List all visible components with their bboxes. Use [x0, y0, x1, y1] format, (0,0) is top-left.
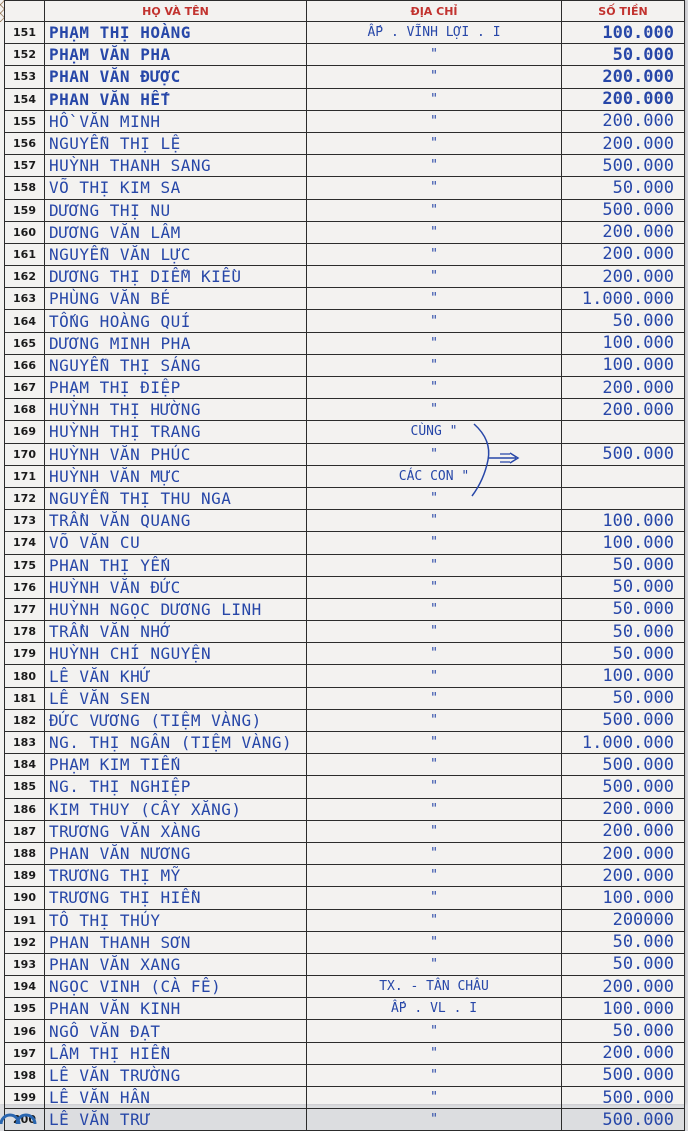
row-amount: 500.000: [562, 754, 685, 776]
row-address: ẤP . VĨNH LỢI . I: [307, 22, 562, 44]
row-index: 197: [5, 1042, 45, 1064]
row-amount: 50.000: [562, 931, 685, 953]
row-name: NGUYỄN THỊ LỆ: [45, 132, 307, 154]
row-index: 170: [5, 443, 45, 465]
row-index: 199: [5, 1087, 45, 1109]
row-amount: 100.000: [562, 332, 685, 354]
row-amount: 200.000: [562, 865, 685, 887]
row-address: CÙNG ": [307, 421, 562, 443]
table-row: [5, 421, 685, 443]
table-row: [5, 44, 685, 66]
row-amount: 200.000: [562, 66, 685, 88]
table-row: [5, 266, 685, 288]
row-name: HUỲNH CHÍ NGUYỆN: [45, 643, 307, 665]
row-address: ": [307, 288, 562, 310]
row-amount: 200.000: [562, 110, 685, 132]
row-name: TỐNG HOÀNG QUÍ: [45, 310, 307, 332]
row-amount: 200.000: [562, 976, 685, 998]
row-index: 189: [5, 865, 45, 887]
table-row: [5, 377, 685, 399]
table-row: [5, 598, 685, 620]
row-index: 161: [5, 243, 45, 265]
row-index: 155: [5, 110, 45, 132]
row-amount: 50.000: [562, 554, 685, 576]
row-name: LÊ VĂN TRƯỜNG: [45, 1064, 307, 1086]
row-amount: 50.000: [562, 621, 685, 643]
row-address: TX. - TÂN CHÂU: [307, 976, 562, 998]
row-name: TRƯƠNG THỊ MỸ: [45, 865, 307, 887]
row-index: 187: [5, 820, 45, 842]
row-name: PHAN VĂN KINH: [45, 998, 307, 1020]
row-index: 182: [5, 709, 45, 731]
table-row: [5, 1087, 685, 1109]
row-name: NGUYỄN VĂN LỰC: [45, 243, 307, 265]
row-name: PHẠM KIM TIẾN: [45, 754, 307, 776]
row-address: ": [307, 354, 562, 376]
row-amount: 200.000: [562, 266, 685, 288]
row-name: DƯƠNG MINH PHA: [45, 332, 307, 354]
row-name: DƯƠNG THỊ DIỄM KIỀU: [45, 266, 307, 288]
row-name: HUỲNH THANH SANG: [45, 155, 307, 177]
row-address: ": [307, 576, 562, 598]
row-name: PHẠM VĂN PHA: [45, 44, 307, 66]
row-amount: 200000: [562, 909, 685, 931]
row-name: HUỲNH NGỌC DƯƠNG LINH: [45, 598, 307, 620]
row-address: ": [307, 155, 562, 177]
row-amount: 500.000: [562, 1087, 685, 1109]
row-index: 176: [5, 576, 45, 598]
row-amount: 200.000: [562, 1042, 685, 1064]
row-index: 175: [5, 554, 45, 576]
row-address: ": [307, 909, 562, 931]
row-address: ": [307, 88, 562, 110]
table-row: [5, 155, 685, 177]
row-amount: 100.000: [562, 22, 685, 44]
row-name: HỒ VĂN MINH: [45, 110, 307, 132]
header-name: HỌ VÀ TÊN: [45, 1, 307, 22]
table-row: [5, 1042, 685, 1064]
table-row: [5, 998, 685, 1020]
row-address: ": [307, 754, 562, 776]
row-name: HUỲNH THỊ HƯỜNG: [45, 399, 307, 421]
row-amount: 50.000: [562, 643, 685, 665]
table-row: [5, 687, 685, 709]
row-index: 200: [5, 1109, 45, 1131]
row-address: ": [307, 66, 562, 88]
row-name: HUỲNH VĂN PHÚC: [45, 443, 307, 465]
row-amount: [562, 421, 685, 443]
row-name: PHAN VĂN ĐƯỢC: [45, 66, 307, 88]
row-name: KIM THUY (CÂY XĂNG): [45, 798, 307, 820]
row-address: ": [307, 266, 562, 288]
row-name: PHAN THANH SƠN: [45, 931, 307, 953]
row-index: 160: [5, 221, 45, 243]
row-index: 196: [5, 1020, 45, 1042]
table-row: [5, 953, 685, 975]
row-index: 151: [5, 22, 45, 44]
row-index: 183: [5, 732, 45, 754]
row-address: ": [307, 820, 562, 842]
row-name: PHAN VĂN XANG: [45, 953, 307, 975]
row-address: ": [307, 132, 562, 154]
row-name: NG. THỊ NGHIỆP: [45, 776, 307, 798]
row-address: ": [307, 643, 562, 665]
row-index: 174: [5, 532, 45, 554]
table-row: [5, 443, 685, 465]
row-amount: 500.000: [562, 155, 685, 177]
row-amount: [562, 487, 685, 509]
row-address: ": [307, 598, 562, 620]
header-amount: SỐ TIỀN: [562, 1, 685, 22]
row-address: ": [307, 1064, 562, 1086]
table-row: [5, 732, 685, 754]
row-name: PHAN VĂN HẾT: [45, 88, 307, 110]
table-row: [5, 976, 685, 998]
row-index: 177: [5, 598, 45, 620]
row-amount: 200.000: [562, 221, 685, 243]
row-index: 156: [5, 132, 45, 154]
row-index: 165: [5, 332, 45, 354]
row-amount: 100.000: [562, 998, 685, 1020]
row-amount: 50.000: [562, 687, 685, 709]
row-address: CÁC CON ": [307, 465, 562, 487]
table-row: [5, 132, 685, 154]
row-amount: 50.000: [562, 44, 685, 66]
row-amount: 50.000: [562, 1020, 685, 1042]
table-row: [5, 177, 685, 199]
row-address: ": [307, 1042, 562, 1064]
table-row: [5, 510, 685, 532]
row-amount: [562, 465, 685, 487]
row-index: 167: [5, 377, 45, 399]
row-name: VÕ VĂN CU: [45, 532, 307, 554]
row-amount: 100.000: [562, 532, 685, 554]
table-row: [5, 643, 685, 665]
row-index: 158: [5, 177, 45, 199]
row-index: 180: [5, 665, 45, 687]
row-index: 190: [5, 887, 45, 909]
row-address: ": [307, 177, 562, 199]
table-row: [5, 776, 685, 798]
row-address: ": [307, 199, 562, 221]
table-row: [5, 665, 685, 687]
row-address: ": [307, 243, 562, 265]
table-row: [5, 865, 685, 887]
row-index: 168: [5, 399, 45, 421]
table-row: [5, 110, 685, 132]
table-row: [5, 554, 685, 576]
table-row: [5, 221, 685, 243]
table-row: [5, 1020, 685, 1042]
row-name: LÊ VĂN KHỨ: [45, 665, 307, 687]
row-amount: 200.000: [562, 842, 685, 864]
row-amount: 200.000: [562, 399, 685, 421]
row-index: 188: [5, 842, 45, 864]
row-index: 193: [5, 953, 45, 975]
row-index: 194: [5, 976, 45, 998]
table-row: [5, 621, 685, 643]
row-address: ": [307, 1109, 562, 1131]
row-index: 181: [5, 687, 45, 709]
header-index: [5, 1, 45, 22]
row-name: NGUYỄN THỊ SÁNG: [45, 354, 307, 376]
row-name: PHẠM THỊ ĐIỆP: [45, 377, 307, 399]
row-amount: 50.000: [562, 576, 685, 598]
row-amount: 500.000: [562, 776, 685, 798]
row-name: NGÔ VĂN ĐẠT: [45, 1020, 307, 1042]
row-index: 154: [5, 88, 45, 110]
row-name: LÂM THỊ HIỀN: [45, 1042, 307, 1064]
row-address: ": [307, 332, 562, 354]
table-row: [5, 465, 685, 487]
row-address: ": [307, 310, 562, 332]
row-index: 162: [5, 266, 45, 288]
row-address: ": [307, 732, 562, 754]
row-address: ": [307, 709, 562, 731]
row-amount: 500.000: [562, 1064, 685, 1086]
row-name: PHAN THỊ YẾN: [45, 554, 307, 576]
table-row: [5, 310, 685, 332]
row-name: NGUYỄN THỊ THU NGA: [45, 487, 307, 509]
table-header-row: [5, 1, 685, 22]
row-amount: 100.000: [562, 354, 685, 376]
table-row: [5, 709, 685, 731]
row-index: 164: [5, 310, 45, 332]
header-address: ĐỊA CHỈ: [307, 1, 562, 22]
table-row: [5, 754, 685, 776]
row-amount: 100.000: [562, 510, 685, 532]
row-name: PHAN VĂN NƯƠNG: [45, 842, 307, 864]
table-row: [5, 399, 685, 421]
row-address: ": [307, 953, 562, 975]
table-row: [5, 22, 685, 44]
row-amount: 50.000: [562, 310, 685, 332]
table-row: [5, 1109, 685, 1131]
row-name: LÊ VĂN HÂN: [45, 1087, 307, 1109]
row-index: 152: [5, 44, 45, 66]
row-index: 163: [5, 288, 45, 310]
table-row: [5, 820, 685, 842]
row-index: 191: [5, 909, 45, 931]
row-name: NGỌC VINH (CÀ FÊ): [45, 976, 307, 998]
row-amount: 200.000: [562, 88, 685, 110]
row-amount: 100.000: [562, 887, 685, 909]
table-row: [5, 931, 685, 953]
row-index: 169: [5, 421, 45, 443]
row-index: 192: [5, 931, 45, 953]
table-row: [5, 532, 685, 554]
row-address: ": [307, 1087, 562, 1109]
row-amount: 50.000: [562, 177, 685, 199]
table-row: [5, 576, 685, 598]
row-address: ": [307, 887, 562, 909]
table-row: [5, 1064, 685, 1086]
row-name: DƯƠNG THỊ NU: [45, 199, 307, 221]
row-amount: 100.000: [562, 665, 685, 687]
row-name: TRƯƠNG THỊ HIỀN: [45, 887, 307, 909]
table-row: [5, 887, 685, 909]
row-address: ": [307, 1020, 562, 1042]
table-row: [5, 199, 685, 221]
row-address: ": [307, 443, 562, 465]
row-amount: 50.000: [562, 598, 685, 620]
row-address: ": [307, 798, 562, 820]
row-index: 178: [5, 621, 45, 643]
row-address: ẤP . VL . I: [307, 998, 562, 1020]
row-address: ": [307, 931, 562, 953]
row-name: TRẦN VĂN QUANG: [45, 510, 307, 532]
table-row: [5, 354, 685, 376]
row-amount: 200.000: [562, 243, 685, 265]
row-name: TÔ THỊ THÚY: [45, 909, 307, 931]
row-name: DƯƠNG VĂN LÂM: [45, 221, 307, 243]
row-amount: 50.000: [562, 953, 685, 975]
row-address: ": [307, 44, 562, 66]
row-index: 173: [5, 510, 45, 532]
row-address: ": [307, 532, 562, 554]
row-address: ": [307, 487, 562, 509]
row-address: ": [307, 510, 562, 532]
row-amount: 1.000.000: [562, 288, 685, 310]
row-amount: 200.000: [562, 377, 685, 399]
table-row: [5, 487, 685, 509]
row-address: ": [307, 221, 562, 243]
row-address: ": [307, 865, 562, 887]
row-address: ": [307, 554, 562, 576]
row-amount: 500.000: [562, 199, 685, 221]
row-name: TRẦN VĂN NHỚ: [45, 621, 307, 643]
row-address: ": [307, 687, 562, 709]
row-index: 171: [5, 465, 45, 487]
row-address: ": [307, 110, 562, 132]
row-amount: 500.000: [562, 443, 685, 465]
row-index: 198: [5, 1064, 45, 1086]
table-row: [5, 66, 685, 88]
row-name: ĐỨC VƯƠNG (TIỆM VÀNG): [45, 709, 307, 731]
row-address: ": [307, 665, 562, 687]
row-address: ": [307, 377, 562, 399]
row-index: 179: [5, 643, 45, 665]
row-index: 166: [5, 354, 45, 376]
row-name: PHẠM THỊ HOÀNG: [45, 22, 307, 44]
row-index: 153: [5, 66, 45, 88]
row-address: ": [307, 842, 562, 864]
row-name: VÕ THỊ KIM SA: [45, 177, 307, 199]
table-row: [5, 288, 685, 310]
row-address: ": [307, 776, 562, 798]
donor-table: [4, 0, 685, 1131]
table-row: [5, 332, 685, 354]
corner-logo-icon: [0, 1104, 40, 1124]
row-name: LÊ VĂN SEN: [45, 687, 307, 709]
row-name: HUỲNH THỊ TRANG: [45, 421, 307, 443]
row-index: 184: [5, 754, 45, 776]
row-amount: 500.000: [562, 1109, 685, 1131]
row-index: 185: [5, 776, 45, 798]
row-name: TRƯƠNG VĂN XÀNG: [45, 820, 307, 842]
row-name: HUỲNH VĂN MỰC: [45, 465, 307, 487]
row-address: ": [307, 621, 562, 643]
row-name: HUỲNH VĂN ĐỨC: [45, 576, 307, 598]
row-name: LÊ VĂN TRƯ: [45, 1109, 307, 1131]
row-index: 159: [5, 199, 45, 221]
row-amount: 200.000: [562, 798, 685, 820]
table-body: [5, 22, 685, 1131]
table-row: [5, 798, 685, 820]
row-index: 172: [5, 487, 45, 509]
row-amount: 1.000.000: [562, 732, 685, 754]
row-amount: 500.000: [562, 709, 685, 731]
row-name: PHÙNG VĂN BÉ: [45, 288, 307, 310]
row-name: NG. THỊ NGÂN (TIỆM VÀNG): [45, 732, 307, 754]
bracket-arrow-icon: [470, 420, 530, 500]
row-amount: 200.000: [562, 132, 685, 154]
table-row: [5, 243, 685, 265]
row-index: 157: [5, 155, 45, 177]
table-row: [5, 842, 685, 864]
table-row: [5, 88, 685, 110]
row-amount: 200.000: [562, 820, 685, 842]
row-index: 186: [5, 798, 45, 820]
row-index: 195: [5, 998, 45, 1020]
row-address: ": [307, 399, 562, 421]
table-row: [5, 909, 685, 931]
